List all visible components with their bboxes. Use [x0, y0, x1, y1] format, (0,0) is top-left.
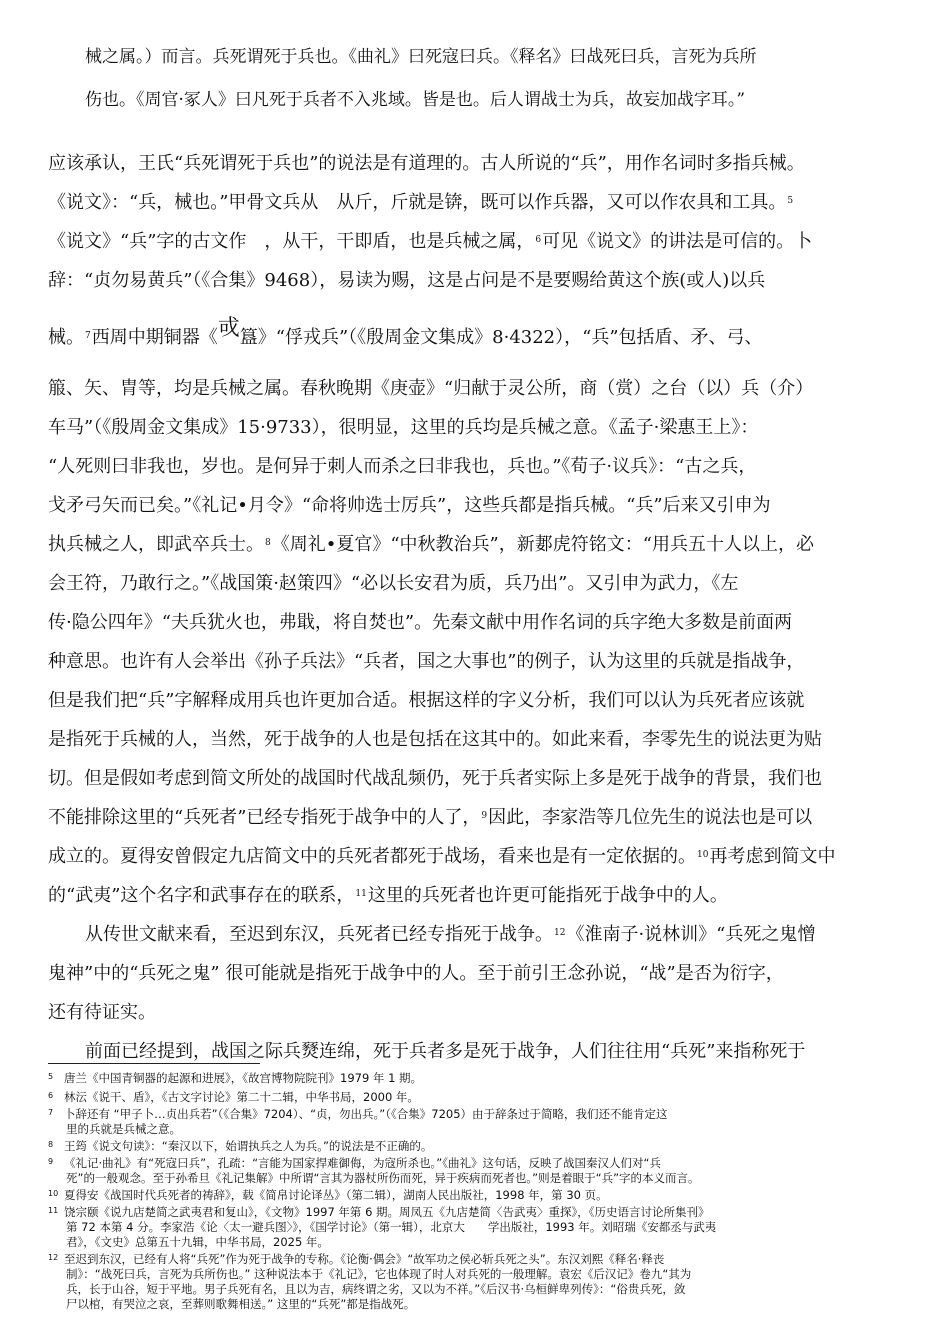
footnote-ref[interactable]: 5 [787, 196, 794, 206]
footnote-12: 12 至迟到东汉，已经有人将“兵死”作为死于战争的专称。《论衡·偶会》“故军功之侯必斩兵死之头”。东汉刘熙《释名·释丧 [48, 1252, 665, 1266]
footnote-10: 10 夏得安《战国时代兵死者的祷辞》，载《简帛讨论译丛》（第二辑），湖南人民出版社，1998 年，第 30 页。 [48, 1188, 608, 1202]
footnote-12-cont: 制》：“战死曰兵，言死为兵所伤也。” 这种说法本于《礼记》，它也体现了时人对兵死的一般理解。袁宏《后汉记》卷九“其为 [66, 1267, 692, 1281]
body-line: 应该承认，王氏“兵死谓死于兵也”的说法是有道理的。古人所说的“兵”，用作名词时多指兵械。 [48, 153, 805, 174]
body-line: 《说文》：“兵，械也。”甲骨文兵从 从斤，斤就是锛，既可以作兵器，又可以作农具和工具。$^5$ [48, 192, 794, 213]
footnote-9-cont: 死”的一般观念。至于孙希旦《礼记集解》中所谓“言其为器杖所伤而死，异于疾病而死者也。”则是着眼于“兵”字的本义而言。 [66, 1171, 700, 1185]
footnote-12-cont: 兵，长于山谷，短于平地。男子兵死有名，且以为吉，病终谓之劣，又以为不祥。”《后汉书·乌桓鲜卑列传》：“俗贵兵死，敛 [66, 1282, 686, 1296]
body-line: “人死则曰非我也，岁也。是何异于刺人而杀之曰非我也，兵也。”《荀子·议兵》：“古之兵， [48, 456, 757, 477]
body-line: 辞：“贞勿易黄兵”（《合集》9468），易读为赐，这是占问是不是要赐给黄这个族(或人)以兵 [48, 270, 766, 291]
body-line: 的“武夷”这个名字和武事存在的联系，$^{11}$这里的兵死者也许更可能指死于战争中的人。 [48, 885, 728, 906]
body-line: 会王符，乃敢行之。”《战国策·赵策四》“必以长安君为质，兵乃出”。又引申为武力，《左 [48, 573, 739, 594]
body-line: 成立的。夏得安曾假定九店简文中的兵死者都死于战场，看来也是有一定依据的。$^{10}$再考虑到简文中 [48, 846, 836, 867]
body-line: 箙、矢、胄等，均是兵械之属。春秋晚期《庚壶》“归献于灵公所，商（赏）之台（以）兵（介） [48, 378, 814, 399]
body-line: 前面已经提到，战国之际兵燹连绵，死于兵者多是死于战争，人们往往用“兵死”来指称死于 [85, 1041, 806, 1062]
body-line: 但是我们把“兵”字解释成用兵也许更加合适。根据这样的字义分析，我们可以认为兵死者应该就 [48, 690, 805, 711]
body-line: 不能排除这里的“兵死者”已经专指死于战争中的人了，$^9$因此，李家浩等几位先生的说法也是可以 [48, 807, 813, 828]
body-line: 鬼神”中的“兵死之鬼” 很可能就是指死于战争中的人。至于前引王念孙说，“战”是否为衍字， [48, 963, 784, 984]
footnote-11: 11 饶宗颐《说九店楚简之武夷君和复山》，《文物》1997 年第 6 期。周凤五《九店楚简〈告武夷〉重探》，《历史语言讨论所集刊》 [48, 1205, 710, 1219]
body-line: 《说文》“兵”字的古文作 ，从干，干即盾，也是兵械之属，$^6$可见《说文》的讲法是可信的。卜 [48, 231, 813, 252]
bronze-inscription-char: 戓 [217, 316, 240, 341]
body-line: 车马”（《殷周金文集成》15·9733），很明显，这里的兵均是兵械之意。《孟子·梁惠王上》： [48, 417, 759, 438]
footnote-7: 7 卜辞还有 “甲子卜…贞出兵若”（《合集》7204）、“贞，勿出兵。”（《合集》7205）由于辞条过于简略，我们还不能肯定这 [48, 1107, 668, 1121]
footnote-6: 6 林沄《说干、盾》，《古文字讨论》第二十二辑，中华书局，2000 年。 [48, 1090, 419, 1104]
footnote-ref[interactable]: 10 [697, 850, 709, 860]
body-line: 种意思。也许有人会举出《孙子兵法》“兵者，国之大事也”的例子，认为这里的兵就是指战争， [48, 651, 805, 672]
footnote-separator [48, 1063, 260, 1064]
body-line: 从传世文献来看，至迟到东汉，兵死者已经专指死于战争。$^{12}$《淮南子·说林训》“兵死之鬼憎 [85, 924, 816, 945]
footnote-11-cont: 君》，《文史》总第五十九辑，中华书局，2025 年。 [66, 1235, 329, 1249]
footnote-ref[interactable]: 9 [481, 811, 488, 821]
footnote-11-cont: 第 72 本第 4 分。李家浩《论〈太一避兵图〉》，《国学讨论》（第一辑），北京大 学出版社，1993 年。刘昭瑞《安都丞与武夷 [66, 1220, 717, 1234]
footnote-ref[interactable]: 12 [554, 928, 566, 938]
footnote-7-cont: 里的兵就是兵械之意。 [66, 1122, 181, 1136]
quote-line: 械之属。）而言。兵死谓死于兵也。《曲礼》曰死寇曰兵。《释名》曰战死曰兵，言死为兵所 [85, 47, 757, 67]
body-line: 是指死于兵械的人，当然，死于战争的人也是包括在这其中的。如此来看，李零先生的说法更为贴 [48, 729, 822, 750]
footnote-5: 5 唐兰《中国青铜器的起源和进展》，《故宫博物院院刊》1979 年 1 期。 [48, 1071, 423, 1085]
body-line: 戈矛弓矢而已矣。”《礼记•月令》“命将帅选士厉兵”，这些兵都是指兵械。“兵”后来又引申为 [48, 495, 771, 516]
body-line: 传·隐公四年》“夫兵犹火也，弗戢，将自焚也”。先秦文献中用作名词的兵字绝大多数是前面两 [48, 612, 793, 633]
footnote-12-cont: 尸以棺，有哭泣之哀，至葬则歌舞相送。” 这里的“兵死”都是指战死。 [66, 1297, 416, 1311]
footnote-8: 8 王筠《说文句读》：“秦汉以下，始谓执兵之人为兵。”的说法是不正确的。 [48, 1139, 433, 1153]
quote-line: 伤也。《周官·冢人》曰凡死于兵者不入兆域。皆是也。后人谓战士为兵，故妄加战字耳。” [85, 90, 746, 110]
body-line: 械。$^7$西周中期铜器《戓簋》“俘戎兵”（《殷周金文集成》8·4322），“兵”包括盾、矛、弓、 [48, 316, 763, 348]
footnote-9: 9 《礼记·曲礼》有“死寇曰兵”，孔疏：“言能为国家捍难御侮，为寇所杀也。”《曲礼》这句话，反映了战国秦汉人们对“兵 [48, 1156, 661, 1170]
body-line: 还有待证实。 [48, 1002, 156, 1023]
footnote-ref[interactable]: 8 [265, 538, 271, 548]
footnote-ref[interactable]: 11 [355, 889, 367, 899]
footnote-ref[interactable]: 6 [535, 235, 542, 245]
body-line: 切。但是假如考虑到简文所处的战国时代战乱频仍，死于兵者实际上多是死于战争的背景，我们也 [48, 768, 822, 789]
footnote-ref[interactable]: 7 [85, 331, 91, 341]
body-line: 执兵械之人，即武卒兵士。$^8$《周礼•夏官》“中秋教治兵”，新郪虎符铭文：“用兵五十人以上，必 [48, 534, 814, 555]
